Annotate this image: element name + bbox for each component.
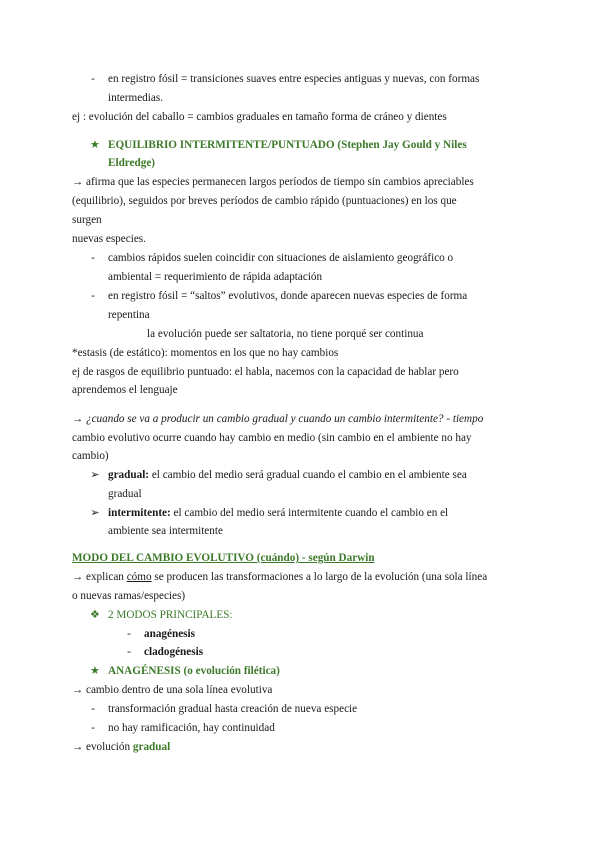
star-icon: ★ [89,665,101,677]
gradual-term: gradual: [108,469,150,481]
star-icon: ★ [89,139,101,151]
arrow-bullet-icon: ➢ [90,507,100,519]
intermittent-text: el cambio del medio será intermitente cuando el cambio en el [170,507,449,519]
gradual-text: el cambio del medio será gradual cuando el cambio en el ambiente sea [149,469,467,481]
modo-para-line-2: o nuevas ramas/especies) [72,590,186,602]
question-line: → ¿cuando se va a producir un cambio gradual y cuando un cambio intermitente? - tiempo [72,413,484,425]
intermittent-definition-line-2: ambiente sea intermitente [108,525,223,537]
modo-heading: MODO DEL CAMBIO EVOLUTIVO (cuándo) - según Darwin [72,552,375,564]
modos-title: 2 MODOS PRINCIPALES: [108,609,233,621]
punctuated-para-line-1: → afirma que las especies permanecen largos períodos de tiempo sin cambios apreciables [72,176,474,188]
question-para-line-1: cambio evolutivo ocurre cuando hay cambio en medio (sin cambio en el ambiente no hay [72,432,472,444]
horse-example: ej : evolución del caballo = cambios graduales en tamaño forma de cráneo y dientes [72,111,447,123]
punctuated-heading-line-2: Eldredge) [108,157,156,169]
bullet-rapid-changes-line-2: ambiental = requerimiento de rápida adaptación [108,271,323,283]
fossil-line-1: en registro fósil = transiciones suaves entre especies antiguas y nuevas, con formas [108,73,480,85]
bullet-fossil-jumps-line-2: repentina [108,309,150,321]
modo-anagenesis: anagénesis [144,628,195,640]
dash-bullet: - [127,628,131,640]
punctuated-para-line-2: (equilibrio), seguidos por breves períodos de cambio rápido (puntuaciones) en los que [72,195,457,207]
fossil-line-2: intermedias. [108,92,163,104]
anagenesis-gradual-line [72,738,170,757]
speech-example-line-2: aprendemos el lenguaje [72,384,178,396]
dash-bullet: - [91,73,95,85]
dash-bullet: - [91,252,95,264]
modo-para-pre: → explican [72,571,127,583]
intermittent-definition [108,504,448,523]
estasis-note: *estasis (de estático): momentos en los que no hay cambios [72,347,339,359]
arrow-bullet-icon: ➢ [90,469,100,481]
punctuated-para-line-3: surgen [72,214,102,226]
anagenesis-bullet-1: transformación gradual hasta creación de nueva especie [108,703,358,715]
diamond-bullet-icon: ❖ [89,609,101,621]
anagenesis-heading: ANAGÉNESIS (o evolución filética) [108,665,280,677]
modo-para-post: se producen las transformaciones a lo largo de la evolución (una sola línea [151,571,488,583]
question-para-line-2: cambio) [72,450,109,462]
gradual-line-bold: gradual [132,741,171,753]
punctuated-para-line-4: nuevas especies. [72,233,146,245]
gradual-line-pre: → evolución [72,741,133,753]
punctuated-heading-line-1: EQUILIBRIO INTERMITENTE/PUNTUADO (Stephen Jay Gould y Niles [108,139,467,151]
anagenesis-bullet-2: no hay ramificación, hay continuidad [108,722,275,734]
gradual-definition [108,466,467,485]
bullet-rapid-changes-line-1: cambios rápidos suelen coincidir con situaciones de aislamiento geográfico o [108,252,454,264]
dash-bullet: - [91,290,95,302]
saltatory-note: la evolución puede ser saltatoria, no tiene porqué ser continua [147,328,424,340]
modo-para-como: cómo [126,571,152,583]
intermittent-term: intermitente: [108,507,171,519]
modo-cladogenesis: cladogénesis [144,646,204,658]
dash-bullet: - [127,646,131,658]
bullet-fossil-jumps-line-1: en registro fósil = “saltos” evolutivos, donde aparecen nuevas especies de forma [108,290,468,302]
speech-example-line-1: ej de rasgos de equilibrio puntuado: el habla, nacemos con la capacidad de hablar pero [72,366,459,378]
modo-para-line-1 [72,568,487,587]
gradual-definition-line-2: gradual [108,488,142,500]
anagenesis-para: → cambio dentro de una sola línea evolutiva [72,684,273,696]
dash-bullet: - [91,703,95,715]
dash-bullet: - [91,722,95,734]
